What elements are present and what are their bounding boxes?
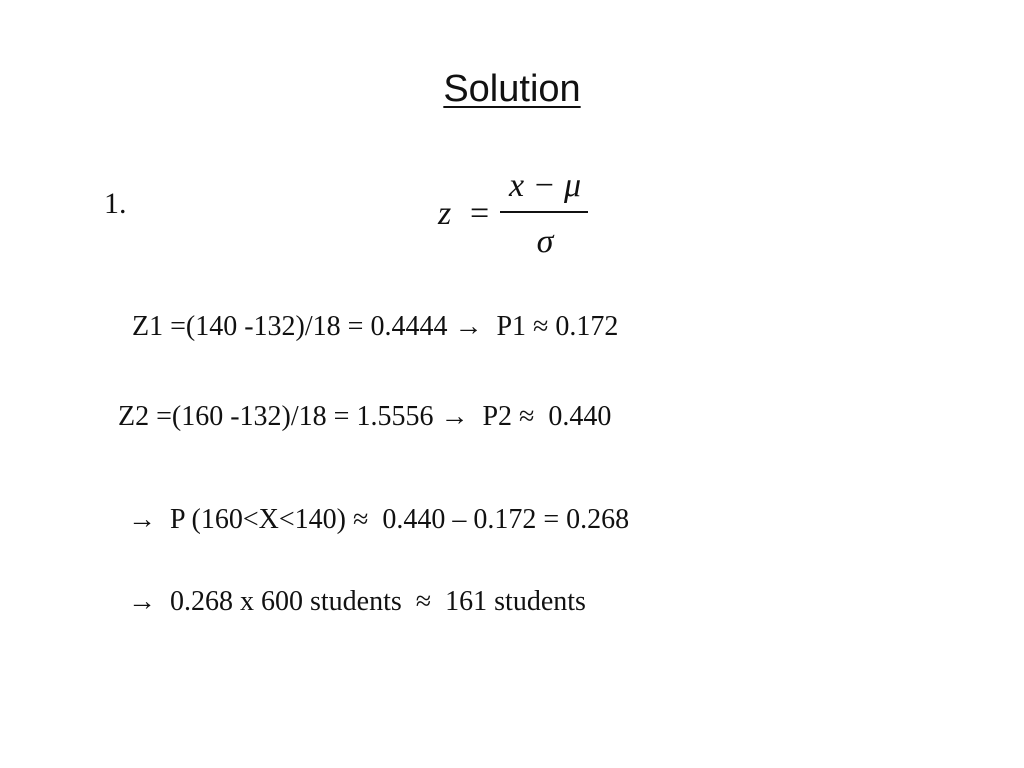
formula-lhs: z <box>438 195 452 232</box>
z-score-formula <box>438 166 598 266</box>
z2-calculation: Z2 =(160 -132)/18 = 1.5556 → P2 ≈ 0.440 <box>118 401 612 432</box>
item-number: 1. <box>104 187 127 220</box>
formula-equals: = <box>470 195 490 232</box>
formula-numerator: x − μ <box>508 167 582 204</box>
formula-denominator: σ <box>536 223 554 260</box>
z1-calculation: Z1 =(140 -132)/18 = 0.4444 → P1 ≈ 0.172 <box>132 311 619 342</box>
fraction-bar <box>500 211 588 213</box>
slide-title-text: Solution <box>443 68 581 110</box>
probability-result: → P (160<X<140) ≈ 0.440 – 0.172 = 0.268 <box>128 504 630 535</box>
slide-title <box>0 66 1024 112</box>
students-result: → 0.268 x 600 students ≈ 161 students <box>128 586 586 617</box>
